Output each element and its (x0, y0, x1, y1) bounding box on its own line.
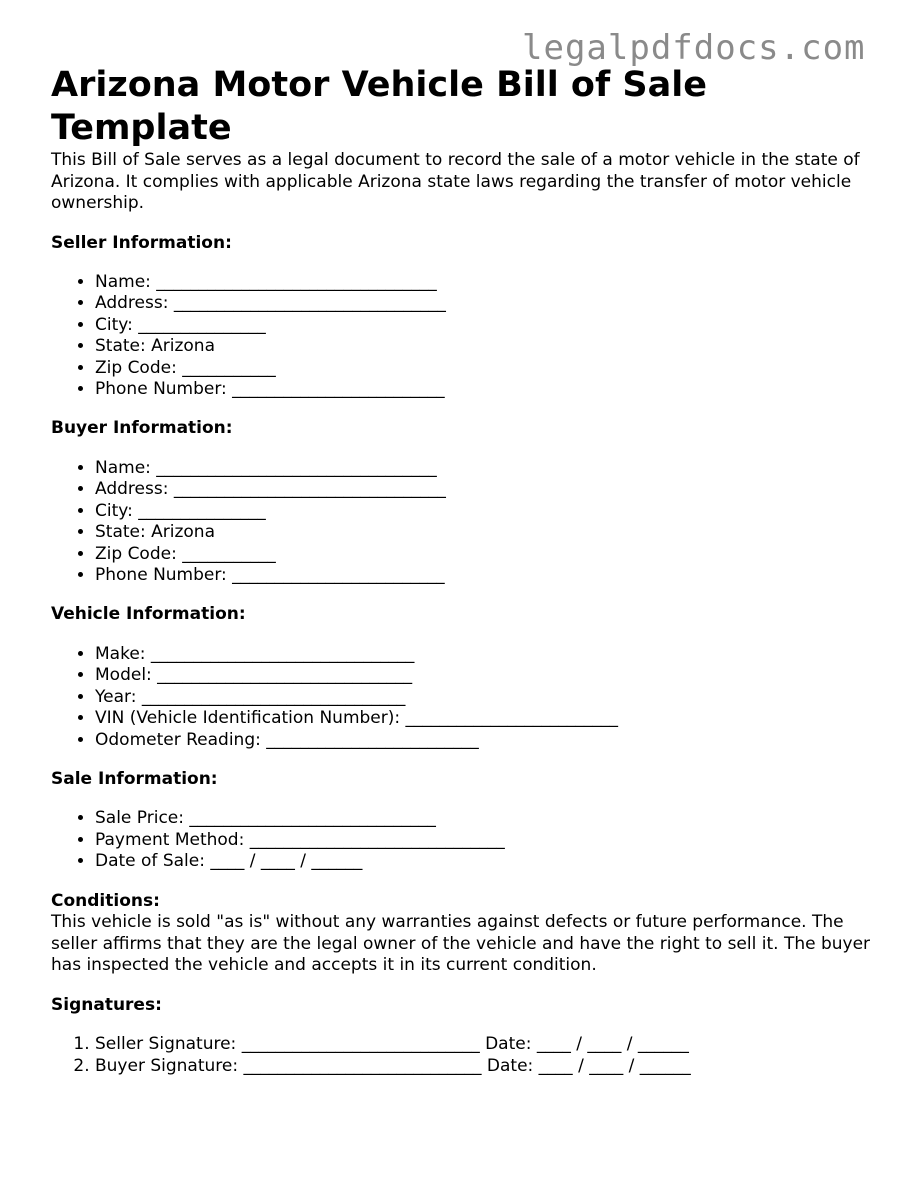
vehicle-model-field: • Model: ______________________________ (95, 665, 871, 686)
sale-list (51, 808, 871, 872)
watermark-logo: legalpdfdocs.com (522, 28, 866, 68)
seller-address-field: • Address: ________________________________ (95, 293, 871, 314)
buyer-name-field: • Name: _________________________________ (95, 458, 871, 479)
seller-zip-field: • Zip Code: ___________ (95, 358, 871, 379)
document-body (51, 64, 871, 1077)
signatures-heading: Signatures: (51, 994, 162, 1015)
date-of-sale-field: • Date of Sale: ____ / ____ / ______ (95, 851, 871, 872)
vehicle-heading: Vehicle Information: (51, 604, 246, 625)
vehicle-odometer-field: • Odometer Reading: _________________________ (95, 730, 871, 751)
payment-method-field: • Payment Method: ______________________________ (95, 830, 871, 851)
buyer-state-field: • State: Arizona (95, 522, 871, 543)
buyer-signature-line: 2. Buyer Signature: ____________________________ Date: ____ / ____ / ______ (95, 1056, 871, 1077)
seller-phone-field: • Phone Number: _________________________ (95, 379, 871, 400)
vehicle-year-field: • Year: _______________________________ (95, 687, 871, 708)
buyer-city-field: • City: _______________ (95, 501, 871, 522)
seller-city-field: • City: _______________ (95, 315, 871, 336)
seller-signature-line: 1. Seller Signature: ____________________________ Date: ____ / ____ / ______ (95, 1034, 871, 1055)
conditions-paragraph: This vehicle is sold "as is" without any warranties against defects or future performance. The seller affirms that they are the legal owner of the vehicle and have the right to sell it. The buyer has inspected the vehicle and accepts it in its current condition. (51, 912, 871, 976)
buyer-zip-field: • Zip Code: ___________ (95, 544, 871, 565)
seller-state-field: • State: Arizona (95, 336, 871, 357)
signatures-list (51, 1034, 871, 1077)
conditions-heading: Conditions: (51, 890, 160, 911)
seller-name-field: • Name: _________________________________ (95, 272, 871, 293)
vehicle-list (51, 644, 871, 751)
vehicle-make-field: • Make: _______________________________ (95, 644, 871, 665)
vehicle-vin-field: • VIN (Vehicle Identification Number): _________________________ (95, 708, 871, 729)
seller-heading: Seller Information: (51, 232, 232, 253)
sale-heading: Sale Information: (51, 768, 218, 789)
buyer-list (51, 458, 871, 586)
document-title: Arizona Motor Vehicle Bill of Sale Template (51, 65, 707, 148)
seller-list (51, 272, 871, 400)
intro-paragraph: This Bill of Sale serves as a legal document to record the sale of a motor vehicle in the state of Arizona. It complies with applicable Arizona state laws regarding the transfer of motor vehicle ownership. (51, 150, 860, 213)
buyer-heading: Buyer Information: (51, 418, 233, 439)
sale-price-field: • Sale Price: _____________________________ (95, 808, 871, 829)
buyer-address-field: • Address: ________________________________ (95, 479, 871, 500)
buyer-phone-field: • Phone Number: _________________________ (95, 565, 871, 586)
